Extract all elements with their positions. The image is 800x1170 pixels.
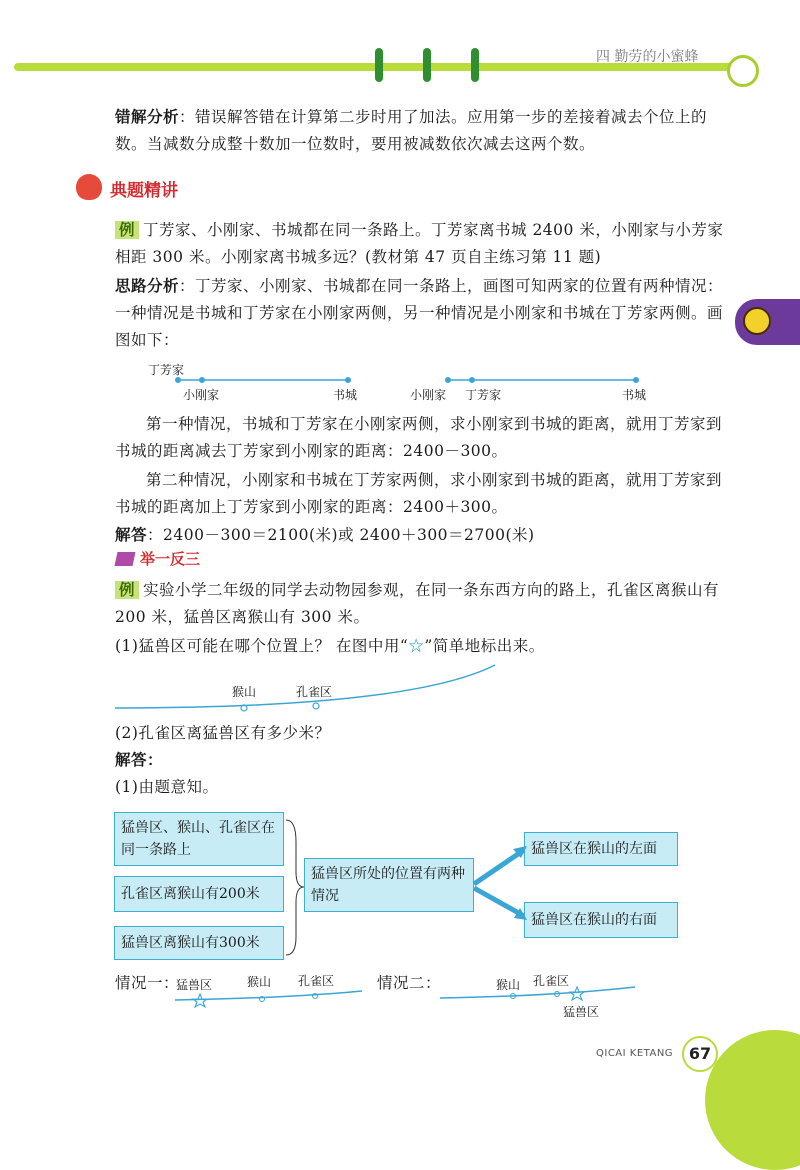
- bee-mascot-icon: [743, 307, 771, 335]
- answer1: [115, 522, 725, 549]
- s1-label-houshan: 猴山: [247, 975, 272, 989]
- q1-after: ”简单地标出来。: [424, 637, 545, 655]
- point-shucheng-right: [633, 377, 639, 383]
- chapter-title: 四 勤劳的小蜜蜂: [596, 49, 699, 65]
- book-icon: [115, 552, 136, 566]
- s1-label-kongque: 孔雀区: [298, 974, 335, 988]
- error-analysis-label: 错解分析: [115, 108, 180, 126]
- bee-logo-icon: [727, 55, 759, 87]
- section-title-jyfs: 举一反三: [140, 550, 201, 568]
- s1-label-mengshou: 猛兽区: [176, 978, 213, 992]
- example-tag: 例: [115, 221, 139, 239]
- s2-star-mengshou: [570, 987, 584, 1000]
- answer2-label: 解答：: [115, 751, 164, 769]
- binder-ring: [471, 48, 479, 82]
- label-dingfang-top: 丁芳家: [148, 363, 185, 377]
- road-label-houshan: 猴山: [232, 685, 257, 699]
- s2-label-houshan: 猴山: [496, 978, 521, 992]
- flow-box-out2: 猛兽区在猴山的右面: [524, 902, 678, 938]
- s2-label-kongque: 孔雀区: [533, 974, 570, 988]
- situation1-label: 情况一：: [115, 974, 180, 992]
- case1-text: 第一种情况，书城和丁芳家在小刚家两侧，求小刚家到书城的距离，就用丁芳家到书城的距离减去丁芳家到小刚家的距离：2400－300。: [115, 415, 723, 460]
- binder-ring: [423, 48, 431, 82]
- strawberry-icon: [76, 174, 102, 200]
- point-shucheng-left: [345, 377, 351, 383]
- q1-before: (1)猛兽区可能在哪个位置上？ 在图中用“: [115, 637, 409, 655]
- error-analysis: [115, 104, 725, 158]
- answer2-step1: (1)由题意知。: [115, 778, 219, 796]
- star-icon: ☆: [408, 637, 425, 655]
- page-number: 67: [682, 1036, 718, 1072]
- flow-connectors: [284, 812, 529, 962]
- point-xiaogang-right: [445, 377, 451, 383]
- answer1-label: 解答: [115, 526, 148, 544]
- label-shucheng-left: 书城: [333, 388, 358, 402]
- analysis-label: 思路分析: [115, 277, 180, 295]
- road-label-kongque: 孔雀区: [296, 685, 333, 699]
- footer-brand: QICAI KETANG: [596, 1048, 674, 1059]
- error-analysis-text: ：错误解答错在计算第二步时用了加法。应用第一步的差接着减去个位上的数。当减数分成整十数加一位数时，要用被减数依次减去这两个数。: [115, 108, 708, 153]
- label-xiaogang-left: 小刚家: [183, 388, 220, 402]
- point-dingfang-right: [469, 377, 475, 383]
- example1: [115, 217, 725, 271]
- flow-box-out1: 猛兽区在猴山的左面: [524, 832, 678, 866]
- point-kongque: [313, 703, 319, 709]
- binder-ring: [375, 48, 383, 82]
- arrow-down: [474, 888, 524, 916]
- s1-star-mengshou: [193, 994, 207, 1007]
- example2-text: 实验小学二年级的同学去动物园参观，在同一条东西方向的路上，孔雀区离猴山有 200 米，猛兽区离猴山有 300 米。: [115, 581, 720, 626]
- analysis-text: ：丁芳家、小刚家、书城都在同一条路上，画图可知两家的位置有两种情况：一种情况是书城和丁芳家在小刚家两侧，另一种情况是小刚家和书城在丁芳家两侧。画图如下：: [115, 277, 724, 349]
- flow-box-1: 猛兽区、猴山、孔雀区在同一条路上: [114, 812, 284, 866]
- flow-box-mid: 猛兽区所处的位置有两种情况: [304, 858, 474, 912]
- footer-corner-circle: [705, 1030, 800, 1170]
- s2-label-mengshou: 猛兽区: [563, 1005, 600, 1019]
- label-dingfang-right: 丁芳家: [465, 388, 502, 402]
- example1-text: 丁芳家、小刚家、书城都在同一条路上。丁芳家离书城 2400 米，小刚家与小芳家相距 300 米。小刚家离书城多远？(教材第 47 页自主练习第 11 题): [115, 221, 724, 266]
- question1: [115, 633, 725, 660]
- answer1-text: ：2400－300＝2100(米)或 2400＋300＝2700(米): [147, 526, 535, 544]
- example2: [115, 577, 725, 631]
- brace: [286, 820, 304, 955]
- section-title-dianti: 典题精讲: [110, 181, 178, 201]
- analysis: [115, 273, 725, 354]
- question2: (2)孔雀区离猛兽区有多少米？: [115, 724, 331, 742]
- label-xiaogang-right: 小刚家: [410, 388, 447, 402]
- situation2-label: 情况二：: [377, 974, 442, 992]
- label-shucheng-right: 书城: [622, 388, 647, 402]
- flow-box-2: 孔雀区离猴山有200米: [114, 876, 284, 912]
- arrow-up: [474, 850, 524, 884]
- flow-box-3: 猛兽区离猴山有300米: [114, 926, 284, 960]
- case2-text: 第二种情况，小刚家和书城在丁芳家两侧，求小刚家到书城的距离，就用丁芳家到书城的距离加上丁芳家到小刚家的距离：2400＋300。: [115, 471, 723, 516]
- example-tag: 例: [115, 581, 139, 599]
- point-xiaogang-left: [199, 377, 205, 383]
